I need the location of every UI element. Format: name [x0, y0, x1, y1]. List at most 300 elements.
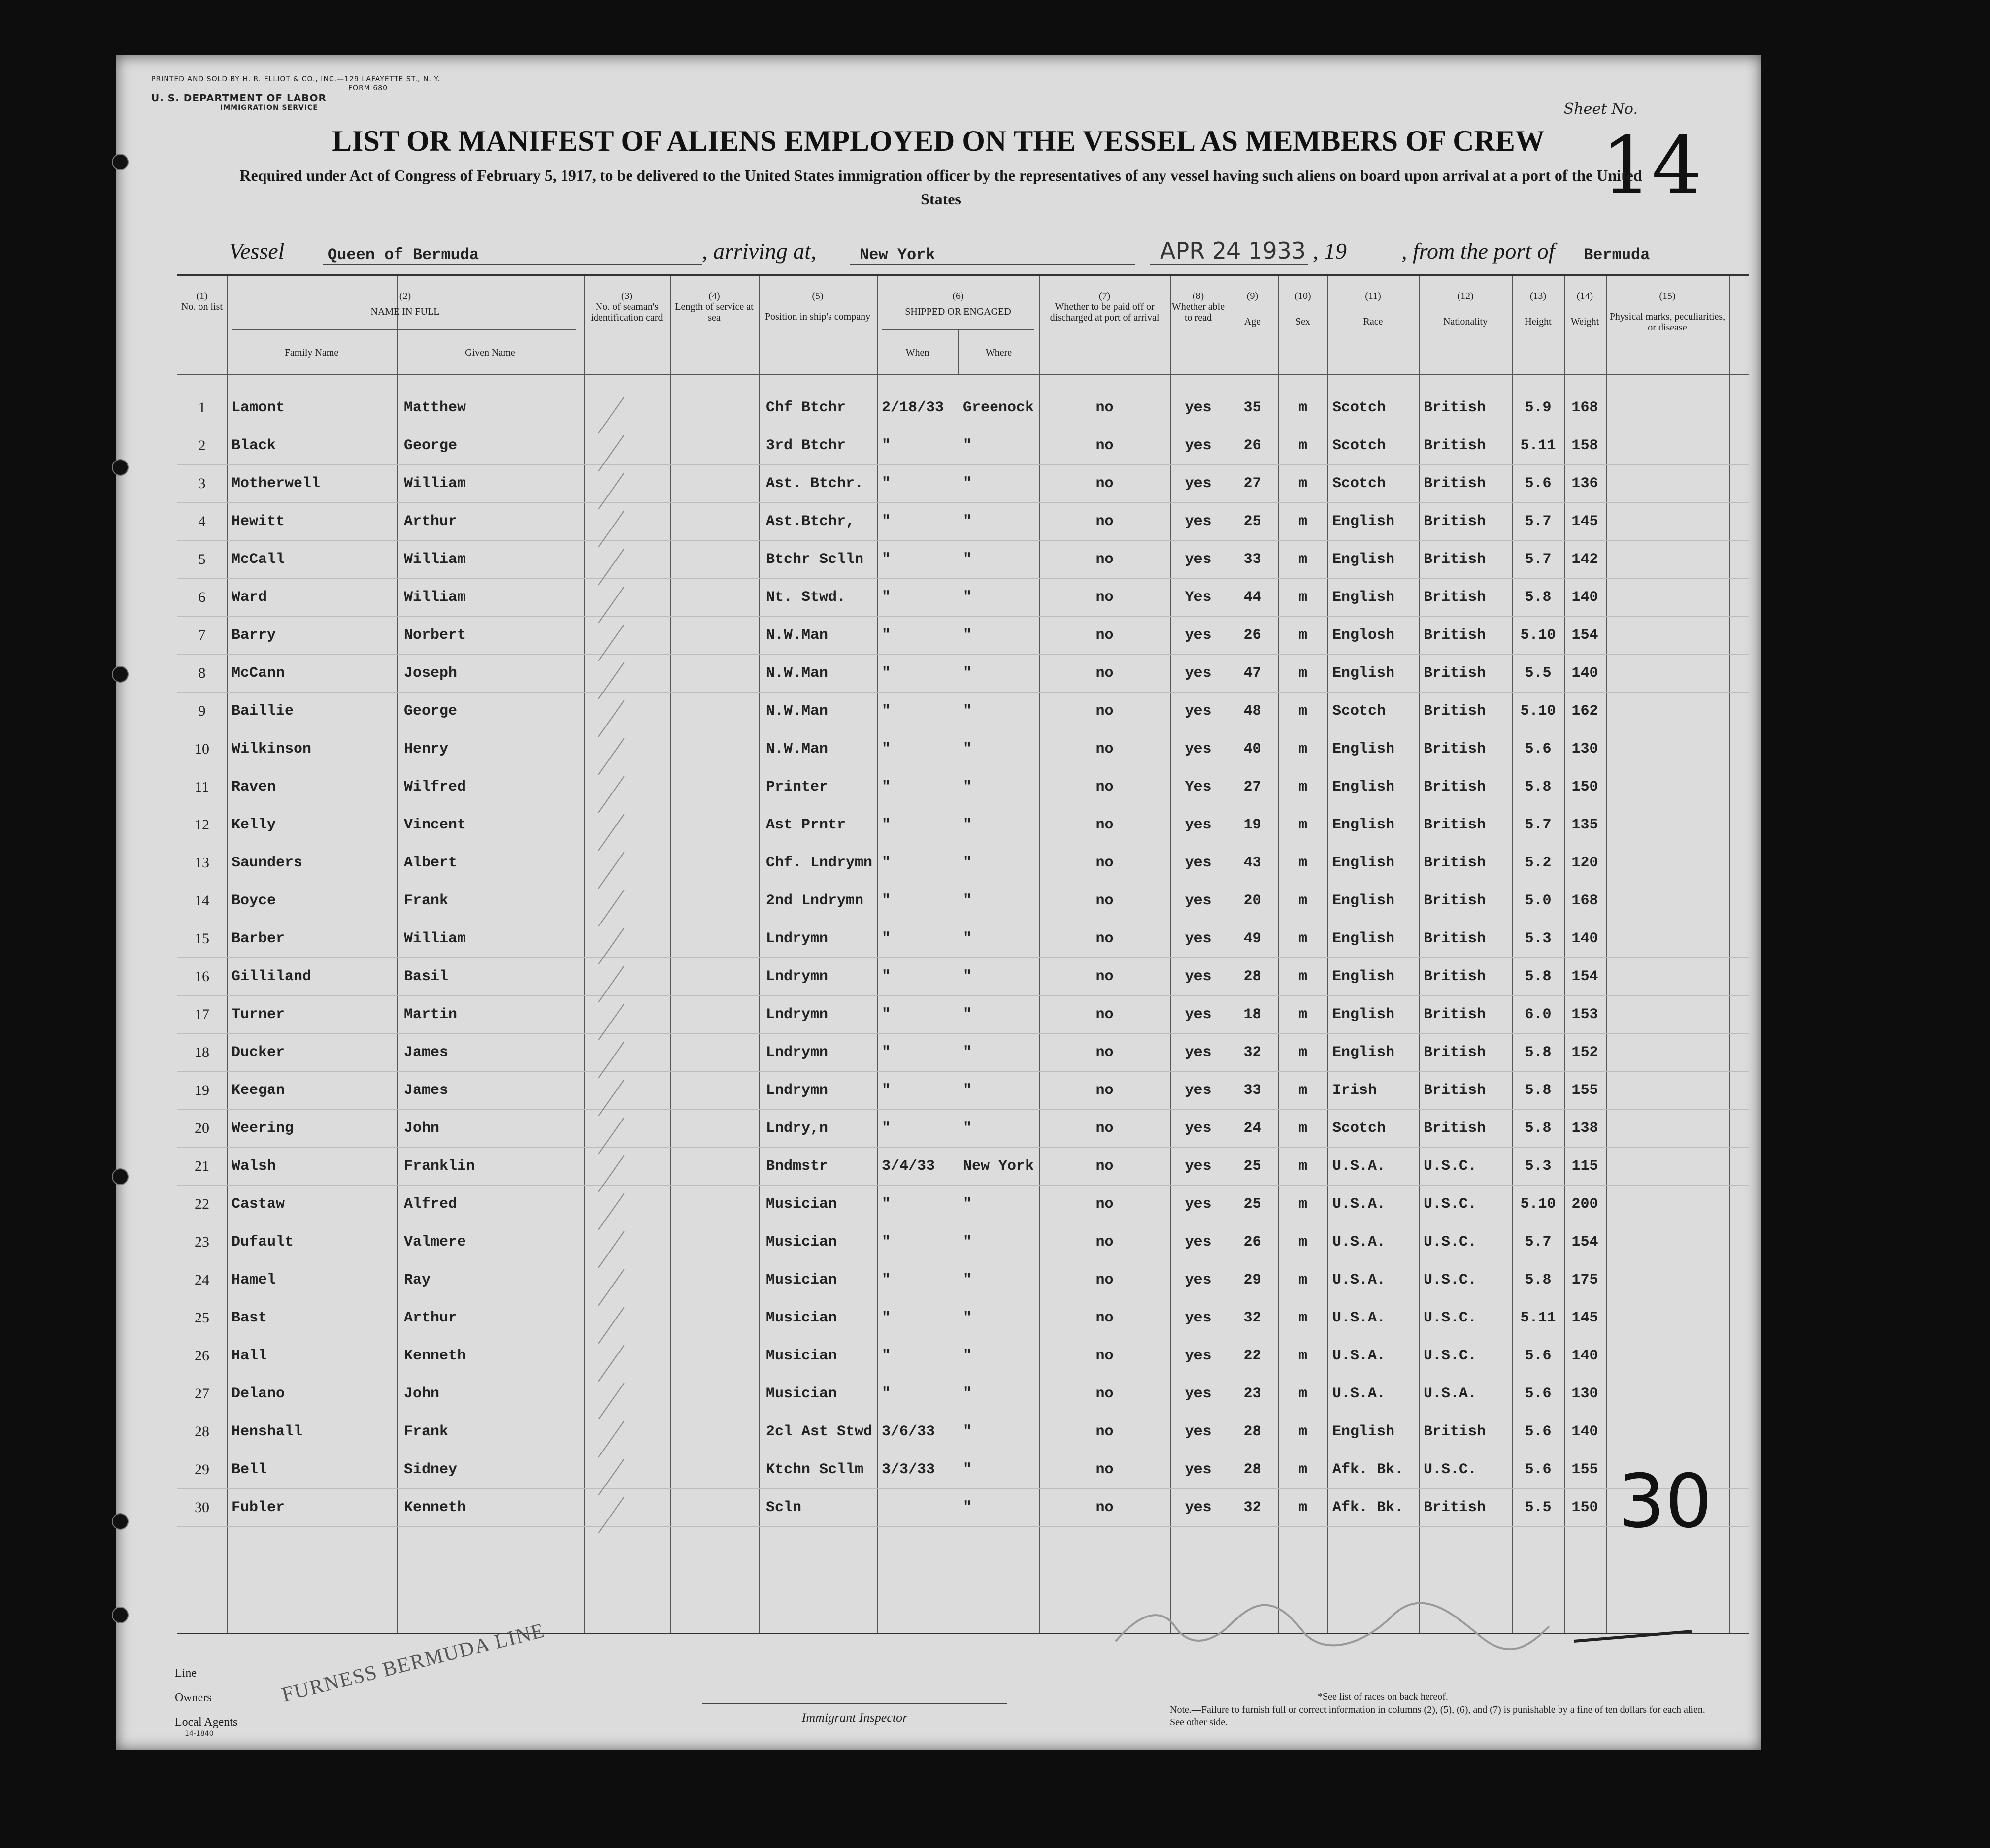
- cell-weight: 150: [1571, 779, 1598, 795]
- table-row: [177, 1148, 1749, 1185]
- table-row: [177, 1034, 1749, 1071]
- cell-sex: m: [1298, 741, 1307, 758]
- cell-height: 5.8: [1525, 589, 1552, 606]
- cell-no: 30: [195, 1499, 209, 1516]
- table-row: [177, 882, 1749, 920]
- inspector-signature: [1106, 1597, 1697, 1661]
- cell-weight: 138: [1571, 1120, 1598, 1137]
- cell-sex: m: [1298, 703, 1307, 720]
- table-row: [177, 617, 1749, 654]
- cell-height: 5.6: [1525, 475, 1552, 492]
- cell-race: Scotch: [1332, 703, 1386, 720]
- cell-where: ": [963, 1386, 972, 1402]
- cell-height: 6.0: [1525, 1006, 1552, 1023]
- cell-nationality: British: [1424, 1006, 1486, 1023]
- cell-position: Musician: [766, 1386, 837, 1402]
- cell-given: Vincent: [404, 817, 466, 833]
- cell-sex: m: [1298, 1423, 1307, 1440]
- cell-given: Norbert: [404, 627, 466, 644]
- cell-given: William: [404, 930, 466, 947]
- cell-when: ": [882, 1310, 891, 1326]
- cell-no: 18: [195, 1044, 209, 1060]
- cell-nationality: U.S.C.: [1424, 1348, 1477, 1364]
- cell-age: 22: [1243, 1348, 1261, 1364]
- cell-no: 5: [198, 551, 206, 567]
- cell-no: 26: [195, 1348, 209, 1364]
- cell-when: 3/3/33: [882, 1461, 935, 1478]
- cell-paid: no: [1095, 437, 1114, 454]
- table-row: [177, 1451, 1749, 1488]
- cell-race: Scotch: [1332, 399, 1386, 416]
- col-6-header: (6) SHIPPED OR ENGAGED: [905, 291, 1011, 317]
- agents-label: Local Agents: [175, 1716, 238, 1729]
- cell-given: James: [404, 1082, 449, 1099]
- cell-given: Kenneth: [404, 1348, 466, 1364]
- cell-read: yes: [1185, 1272, 1212, 1288]
- cell-race: U.S.A.: [1332, 1158, 1386, 1175]
- cell-given: William: [404, 589, 466, 606]
- cell-age: 43: [1243, 855, 1261, 871]
- cell-weight: 135: [1571, 817, 1598, 833]
- cell-sex: m: [1298, 1082, 1307, 1099]
- cell-position: Lndrymn: [766, 968, 829, 985]
- cell-no: 3: [198, 475, 206, 492]
- vessel-line: [229, 237, 1650, 267]
- cell-when: ": [882, 437, 891, 454]
- cell-given: Arthur: [404, 513, 458, 530]
- cell-weight: 130: [1571, 1386, 1598, 1402]
- cell-nationality: British: [1424, 817, 1486, 833]
- vessel-label: Vessel: [229, 238, 285, 264]
- cell-family: Saunders: [232, 855, 303, 871]
- col-2-header: (2) NAME IN FULL: [370, 291, 440, 317]
- cell-weight: 140: [1571, 930, 1598, 947]
- cell-race: English: [1332, 741, 1395, 758]
- cell-race: English: [1332, 1044, 1395, 1061]
- cell-where: ": [963, 1006, 972, 1023]
- cell-no: 22: [195, 1196, 209, 1212]
- cell-paid: no: [1095, 627, 1114, 644]
- cell-given: Albert: [404, 855, 458, 871]
- cell-weight: 120: [1571, 855, 1598, 871]
- cell-position: N.W.Man: [766, 665, 829, 682]
- cell-given: Frank: [404, 892, 449, 909]
- cell-read: Yes: [1185, 779, 1212, 795]
- cell-where: ": [963, 475, 972, 492]
- cell-read: yes: [1185, 817, 1212, 833]
- cell-no: 9: [198, 703, 206, 719]
- cell-read: yes: [1185, 399, 1212, 416]
- cell-sex: m: [1298, 930, 1307, 947]
- cell-nationality: British: [1424, 1499, 1486, 1516]
- cell-read: yes: [1185, 627, 1212, 644]
- cell-position: 2cl Ast Stwd: [766, 1423, 873, 1440]
- cell-family: Bast: [232, 1310, 267, 1326]
- arriving-label: , arriving at,: [702, 238, 817, 264]
- cell-position: Lndrymn: [766, 1006, 829, 1023]
- cell-position: 2nd Lndrymn: [766, 892, 864, 909]
- cell-position: Bndmstr: [766, 1158, 829, 1175]
- cell-when: ": [882, 1234, 891, 1251]
- cell-nationality: British: [1424, 1044, 1486, 1061]
- cell-family: Fubler: [232, 1499, 285, 1516]
- cell-paid: no: [1095, 1310, 1114, 1326]
- cell-where: ": [963, 665, 972, 682]
- cell-read: yes: [1185, 1196, 1212, 1213]
- cell-sex: m: [1298, 1272, 1307, 1288]
- cell-height: 5.9: [1525, 399, 1552, 416]
- manifest-sheet: [116, 55, 1761, 1750]
- cell-weight: 136: [1571, 475, 1598, 492]
- cell-no: 6: [198, 589, 206, 605]
- cell-nationality: British: [1424, 741, 1486, 758]
- cell-age: 27: [1243, 779, 1261, 795]
- cell-paid: no: [1095, 1423, 1114, 1440]
- cell-weight: 140: [1571, 589, 1598, 606]
- cell-height: 5.7: [1525, 817, 1552, 833]
- cell-height: 5.7: [1525, 1234, 1552, 1251]
- crew-table: [177, 274, 1749, 1634]
- cell-height: 5.11: [1520, 1310, 1556, 1326]
- footer-notes: [1170, 1690, 1712, 1729]
- cell-family: Barber: [232, 930, 285, 947]
- table-row: [177, 503, 1749, 540]
- cell-height: 5.10: [1520, 1196, 1556, 1213]
- cell-paid: no: [1095, 1386, 1114, 1402]
- col-13-header: (13) Height: [1525, 291, 1552, 327]
- cell-sex: m: [1298, 1234, 1307, 1251]
- line-stamp: FURNESS BERMUDA LINE: [279, 1619, 548, 1707]
- cell-race: U.S.A.: [1332, 1234, 1386, 1251]
- cell-nationality: British: [1424, 627, 1486, 644]
- cell-sex: m: [1298, 627, 1307, 644]
- cell-position: Ast.Btchr,: [766, 513, 855, 530]
- cell-where: ": [963, 551, 972, 568]
- cell-race: U.S.A.: [1332, 1386, 1386, 1402]
- cell-given: Alfred: [404, 1196, 458, 1213]
- cell-age: 40: [1243, 741, 1261, 758]
- cell-given: John: [404, 1120, 440, 1137]
- col-5-header: (5) Position in ship's company: [764, 291, 871, 322]
- cell-height: 5.8: [1525, 968, 1552, 985]
- cell-age: 28: [1243, 1423, 1261, 1440]
- cell-height: 5.8: [1525, 1082, 1552, 1099]
- cell-weight: 150: [1571, 1499, 1598, 1516]
- cell-race: English: [1332, 589, 1395, 606]
- cell-position: Chf Btchr: [766, 399, 846, 416]
- cell-paid: no: [1095, 1348, 1114, 1364]
- cell-read: Yes: [1185, 589, 1212, 606]
- cell-position: N.W.Man: [766, 741, 829, 758]
- cell-position: Musician: [766, 1272, 837, 1288]
- cell-nationality: U.S.C.: [1424, 1272, 1477, 1288]
- cell-no: 21: [195, 1158, 209, 1174]
- cell-paid: no: [1095, 817, 1114, 833]
- cell-nationality: British: [1424, 892, 1486, 909]
- cell-race: U.S.A.: [1332, 1196, 1386, 1213]
- race-note: *See list of races on back hereof.: [1318, 1691, 1448, 1702]
- cell-given: Franklin: [404, 1158, 475, 1175]
- cell-nationality: U.S.C.: [1424, 1461, 1477, 1478]
- cell-when: ": [882, 1196, 891, 1213]
- cell-no: 16: [195, 968, 209, 985]
- cell-no: 12: [195, 817, 209, 833]
- cell-given: Frank: [404, 1423, 449, 1440]
- cell-given: Sidney: [404, 1461, 458, 1478]
- cell-family: McCann: [232, 665, 285, 682]
- table-row: [177, 693, 1749, 730]
- cell-no: 25: [195, 1310, 209, 1326]
- cell-position: Lndry,n: [766, 1120, 829, 1137]
- cell-when: ": [882, 1348, 891, 1364]
- table-row: [177, 1413, 1749, 1451]
- cell-height: 5.10: [1520, 703, 1556, 720]
- cell-paid: no: [1095, 475, 1114, 492]
- cell-when: ": [882, 665, 891, 682]
- cell-height: 5.6: [1525, 1461, 1552, 1478]
- cell-paid: no: [1095, 589, 1114, 606]
- form-number: FORM 680: [348, 84, 388, 92]
- cell-age: 25: [1243, 1196, 1261, 1213]
- cell-given: Kenneth: [404, 1499, 466, 1516]
- cell-sex: m: [1298, 1196, 1307, 1213]
- cell-position: Lndrymn: [766, 1044, 829, 1061]
- cell-where: ": [963, 892, 972, 909]
- cell-race: English: [1332, 513, 1395, 530]
- cell-when: [882, 1489, 958, 1526]
- cell-race: English: [1332, 665, 1395, 682]
- cell-given: Joseph: [404, 665, 458, 682]
- cell-paid: no: [1095, 1234, 1114, 1251]
- binding-hole: [112, 1168, 129, 1185]
- cell-given: Arthur: [404, 1310, 458, 1326]
- cell-nationality: British: [1424, 779, 1486, 795]
- cell-nationality: U.S.C.: [1424, 1158, 1477, 1175]
- binding-hole: [112, 1607, 129, 1623]
- cell-read: yes: [1185, 741, 1212, 758]
- cell-age: 49: [1243, 930, 1261, 947]
- cell-weight: 130: [1571, 741, 1598, 758]
- cell-no: 13: [195, 855, 209, 871]
- table-row: [177, 1489, 1749, 1526]
- cell-family: Bell: [232, 1461, 267, 1478]
- page-subtitle: Required under Act of Congress of February 5, 1917, to be delivered to the United States immigration officer by the representatives of any vessel having such aliens on board upon arrival at a port of the United States: [239, 166, 1642, 208]
- table-row: [177, 1072, 1749, 1109]
- cell-when: ": [882, 475, 891, 492]
- cell-read: yes: [1185, 551, 1212, 568]
- cell-read: yes: [1185, 1234, 1212, 1251]
- cell-age: 25: [1243, 1158, 1261, 1175]
- cell-paid: no: [1095, 1158, 1114, 1175]
- table-row: [177, 579, 1749, 616]
- cell-sex: m: [1298, 399, 1307, 416]
- cell-family: Henshall: [232, 1423, 303, 1440]
- cell-family: Hall: [232, 1348, 267, 1364]
- cell-age: 20: [1243, 892, 1261, 909]
- cell-paid: no: [1095, 779, 1114, 795]
- table-row: [177, 1186, 1749, 1223]
- cell-where: ": [963, 741, 972, 758]
- cell-height: 5.8: [1525, 1120, 1552, 1137]
- cell-given: Basil: [404, 968, 449, 985]
- cell-where: ": [963, 1196, 972, 1213]
- cell-family: Motherwell: [232, 475, 321, 492]
- cell-age: 48: [1243, 703, 1261, 720]
- table-row: [177, 1110, 1749, 1147]
- cell-weight: 140: [1571, 1348, 1598, 1364]
- cell-age: 23: [1243, 1386, 1261, 1402]
- cell-paid: no: [1095, 930, 1114, 947]
- cell-read: yes: [1185, 437, 1212, 454]
- cell-sex: m: [1298, 589, 1307, 606]
- cell-position: Scln: [766, 1499, 802, 1516]
- cell-race: English: [1332, 855, 1395, 871]
- binding-hole: [112, 666, 129, 683]
- cell-race: Scotch: [1332, 437, 1386, 454]
- cell-read: yes: [1185, 1461, 1212, 1478]
- cell-read: yes: [1185, 513, 1212, 530]
- cell-sex: m: [1298, 1386, 1307, 1402]
- cell-paid: no: [1095, 1461, 1114, 1478]
- cell-nationality: British: [1424, 665, 1486, 682]
- cell-race: Afk. Bk.: [1332, 1461, 1404, 1478]
- cell-no: 2: [198, 437, 206, 454]
- cell-where: New York: [963, 1158, 1034, 1175]
- cell-given: Martin: [404, 1006, 458, 1023]
- department-name: U. S. DEPARTMENT OF LABOR: [151, 92, 327, 104]
- cell-height: 5.8: [1525, 1272, 1552, 1288]
- cell-age: 28: [1243, 1461, 1261, 1478]
- cell-given: Henry: [404, 741, 449, 758]
- cell-family: Turner: [232, 1006, 285, 1023]
- cell-age: 32: [1243, 1044, 1261, 1061]
- cell-sex: m: [1298, 1348, 1307, 1364]
- cell-nationality: British: [1424, 1082, 1486, 1099]
- cell-position: Lndrymn: [766, 1082, 829, 1099]
- col-6-where-header: Where: [985, 347, 1012, 358]
- cell-given: William: [404, 551, 466, 568]
- cell-position: Musician: [766, 1196, 837, 1213]
- table-row: [177, 465, 1749, 502]
- col-8-header: (8) Whether able to read: [1171, 291, 1225, 323]
- cell-nationality: British: [1424, 551, 1486, 568]
- cell-no: 29: [195, 1461, 209, 1478]
- cell-position: N.W.Man: [766, 627, 829, 644]
- cell-no: 14: [195, 892, 209, 909]
- cell-family: Walsh: [232, 1158, 276, 1175]
- from-port: Bermuda: [1584, 246, 1650, 264]
- cell-age: 26: [1243, 437, 1261, 454]
- footer-fields: [175, 1661, 237, 1735]
- cell-family: Weering: [232, 1120, 294, 1137]
- page-title: LIST OR MANIFEST OF ALIENS EMPLOYED ON THE VESSEL AS MEMBERS OF CREW: [332, 125, 1545, 157]
- cell-nationality: British: [1424, 1120, 1486, 1137]
- cell-no: 24: [195, 1272, 209, 1288]
- cell-family: Ward: [232, 589, 267, 606]
- cell-paid: no: [1095, 1044, 1114, 1061]
- cell-no: 15: [195, 930, 209, 947]
- cell-when: ": [882, 703, 891, 720]
- cell-height: 5.6: [1525, 1423, 1552, 1440]
- cell-age: 18: [1243, 1006, 1261, 1023]
- col-2-family-header: Family Name: [284, 347, 339, 358]
- cell-family: Hamel: [232, 1272, 276, 1288]
- table-row: [177, 920, 1749, 957]
- cell-position: Musician: [766, 1348, 837, 1364]
- cell-no: 4: [198, 513, 206, 529]
- cell-nationality: British: [1424, 399, 1486, 416]
- cell-no: 1: [198, 399, 206, 416]
- cell-when: ": [882, 551, 891, 568]
- cell-sex: m: [1298, 1310, 1307, 1326]
- cell-age: 32: [1243, 1310, 1261, 1326]
- cell-when: ": [882, 1120, 891, 1137]
- cell-race: English: [1332, 551, 1395, 568]
- printer-imprint: [151, 75, 496, 112]
- table-row: [177, 1337, 1749, 1375]
- cell-race: English: [1332, 968, 1395, 985]
- cell-paid: no: [1095, 1082, 1114, 1099]
- cell-when: ": [882, 1082, 891, 1099]
- cell-weight: 154: [1571, 627, 1598, 644]
- cell-nationality: British: [1424, 1423, 1486, 1440]
- cell-read: yes: [1185, 1348, 1212, 1364]
- cell-sex: m: [1298, 1158, 1307, 1175]
- cell-no: 17: [195, 1006, 209, 1023]
- cell-weight: 168: [1571, 399, 1598, 416]
- cell-when: 2/18/33: [882, 399, 944, 416]
- cell-when: ": [882, 741, 891, 758]
- cell-nationality: British: [1424, 475, 1486, 492]
- cell-where: ": [963, 1423, 972, 1440]
- cell-given: Valmere: [404, 1234, 466, 1251]
- cell-sex: m: [1298, 1006, 1307, 1023]
- cell-age: 32: [1243, 1499, 1261, 1516]
- cell-sex: m: [1298, 1120, 1307, 1137]
- cell-weight: 153: [1571, 1006, 1598, 1023]
- cell-family: Raven: [232, 779, 276, 795]
- cell-paid: no: [1095, 551, 1114, 568]
- cell-race: English: [1332, 1423, 1395, 1440]
- table-row: [177, 730, 1749, 768]
- cell-when: ": [882, 817, 891, 833]
- cell-no: 23: [195, 1234, 209, 1250]
- cell-paid: no: [1095, 1006, 1114, 1023]
- cell-weight: 155: [1571, 1461, 1598, 1478]
- cell-position: Musician: [766, 1310, 837, 1326]
- cell-where: ": [963, 1120, 972, 1137]
- cell-family: Lamont: [232, 399, 285, 416]
- cell-position: Lndrymn: [766, 930, 829, 947]
- cell-race: U.S.A.: [1332, 1348, 1386, 1364]
- cell-sex: m: [1298, 779, 1307, 795]
- cell-when: 3/6/33: [882, 1423, 935, 1440]
- cell-nationality: British: [1424, 855, 1486, 871]
- cell-race: Irish: [1332, 1082, 1377, 1099]
- service-name: IMMIGRATION SERVICE: [220, 104, 318, 112]
- cell-given: Ray: [404, 1272, 431, 1288]
- binding-hole: [112, 1513, 129, 1530]
- cell-where: ": [963, 817, 972, 833]
- form-code: 14-1840: [185, 1730, 214, 1738]
- cell-when: ": [882, 513, 891, 530]
- cell-where: ": [963, 1348, 972, 1364]
- cell-nationality: U.S.A.: [1424, 1386, 1477, 1402]
- table-row: [177, 1299, 1749, 1337]
- cell-where: Greenock: [963, 399, 1034, 416]
- col-4-header: (4) Length of service at sea: [675, 291, 754, 323]
- col-7-header: (7) Whether to be paid off or discharged at port of arrival: [1050, 291, 1160, 323]
